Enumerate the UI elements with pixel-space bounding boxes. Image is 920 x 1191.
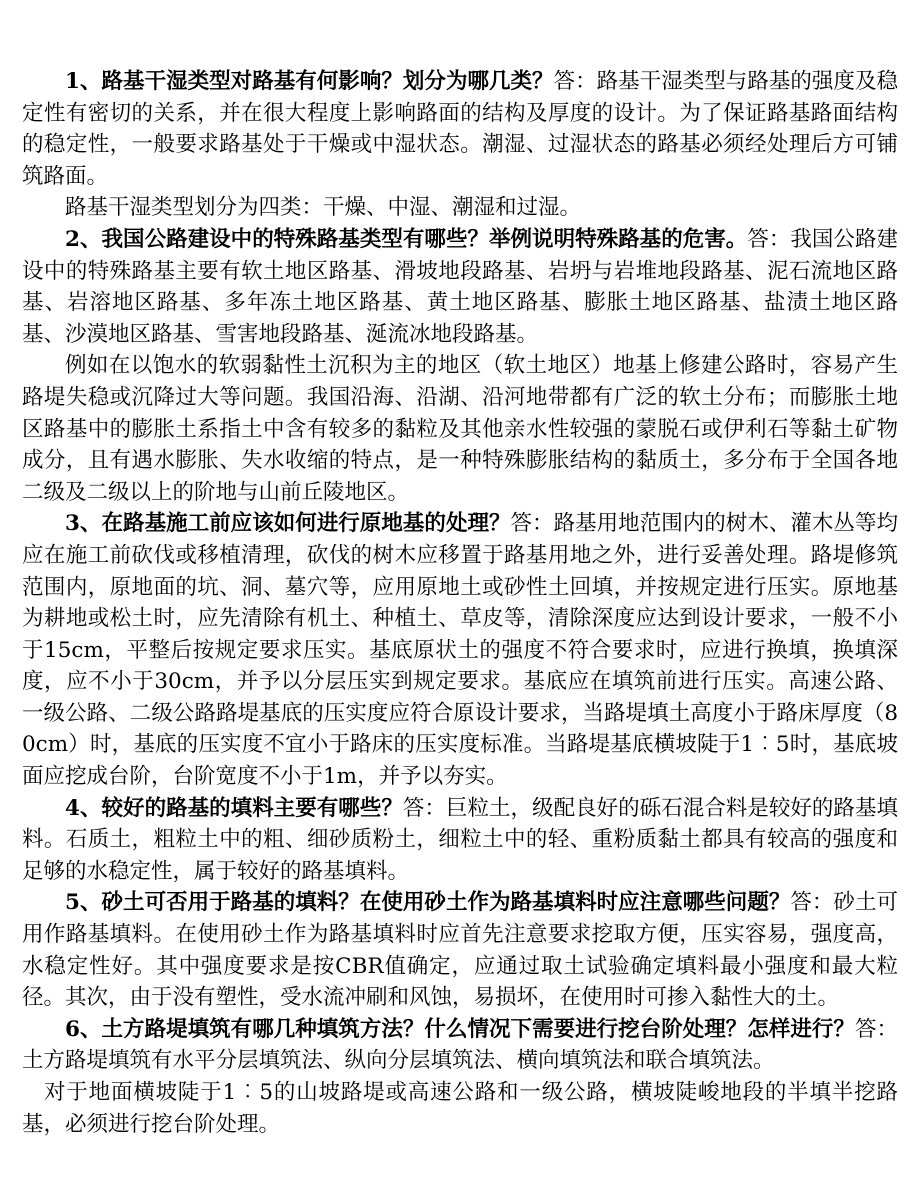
paragraph-q4: [22, 793, 898, 888]
answer-5: 答：砂土可用作路基填料。在使用砂土作为路基填料时应首先注意要求挖取方便，压实容易，强度高，水稳定性好。其中强度要求是按CBR值确定，应通过取土试验确定填料最小强度和最大粒径。其次，由于没有塑性，受水流冲刷和风蚀，易损坏，在使用时可掺入黏性大的土。: [22, 890, 898, 1011]
paragraph-q1: [22, 66, 898, 192]
question-5: 5、砂土可否用于路基的填料？在使用砂土作为路基填料时应注意哪些问题？: [65, 890, 791, 916]
answer-2-example: 例如在以饱水的软弱黏性土沉积为主的地区（软土地区）地基上修建公路时，容易产生路堤失稳或沉降过大等问题。我国沿海、沿湖、沿河地带都有广泛的软土分布；而膨胀土地区路基中的膨胀土系指土中含有较多的黏粒及其他亲水性较强的蒙脱石或伊利石等黏土矿物成分，且有遇水膨胀、失水收缩的特点，是一种特殊膨胀结构的黏质土，多分布于全国各地二级及二级以上的阶地与山前丘陵地区。: [22, 353, 898, 505]
question-6: 6、土方路堤填筑有哪几种填筑方法？什么情况下需要进行挖台阶处理？怎样进行？: [65, 1016, 855, 1042]
paragraph-q6: [22, 1014, 898, 1077]
question-4: 4、较好的路基的填料主要有哪些？: [65, 795, 403, 821]
paragraph-q2: [22, 224, 898, 350]
paragraph-q5: [22, 887, 898, 1013]
answer-6-steps: 对于地面横坡陡于1︰5的山坡路堤或高速公路和一级公路，横坡陡峻地段的半填半挖路基，必须进行挖台阶处理。: [22, 1080, 898, 1137]
answer-4: 答：巨粒土，级配良好的砾石混合料是较好的路基填料。石质土，粗粒土中的粗、细砂质粉土，细粒土中的轻、重粉质黏土都具有较高的强度和足够的水稳定性，属于较好的路基填料。: [22, 795, 898, 884]
paragraph-q6-steps: [22, 1077, 898, 1140]
paragraph-q2-example: [22, 350, 898, 508]
answer-3: 答：路基用地范围内的树木、灌木丛等均应在施工前砍伐或移植清理，砍伐的树木应移置于路基用地之外，进行妥善处理。路堤修筑范围内，原地面的坑、洞、墓穴等，应用原地土或砂性土回填，并按规定进行压实。原地基为耕地或松土时，应先清除有机土、种植土、草皮等，清除深度应达到设计要求，一般不小于15cm，平整后按规定要求压实。基底原状土的强度不符合要求时，应进行换填，换填深度，应不小于30cm，并予以分层压实到规定要求。基底应在填筑前进行压实。高速公路、一级公路、二级公路路堤基底的压实度应符合原设计要求，当路堤填土高度小于路床厚度（80cm）时，基底的压实度不宜小于路床的压实度标准。当路堤基底横坡陡于1︰5时，基底坡面应挖成台阶，台阶宽度不小于1m，并予以夯实。: [22, 511, 898, 790]
question-3: 3、在路基施工前应该如何进行原地基的处理？: [65, 511, 511, 537]
answer-6: 答：土方路堤填筑有水平分层填筑法、纵向分层填筑法、横向填筑法和联合填筑法。: [22, 1016, 898, 1074]
paragraph-q1-types: [22, 192, 898, 224]
answer-2: 答：我国公路建设中的特殊路基主要有软土地区路基、滑坡地段路基、岩坍与岩堆地段路基、泥石流地区路基、岩溶地区路基、多年冻土地区路基、黄土地区路基、膨胀土地区路基、盐渍土地区路基、沙漠地区路基、雪害地段路基、涎流冰地段路基。: [22, 226, 898, 347]
question-2: 2、我国公路建设中的特殊路基类型有哪些？举例说明特殊路基的危害。: [65, 226, 748, 252]
question-1: 1、路基干湿类型对路基有何影响？划分为哪几类？: [65, 69, 554, 94]
answer-1: 答：路基干湿类型与路基的强度及稳定性有密切的关系，并在很大程度上影响路面的结构及厚度的设计。为了保证路基路面结构的稳定性，一般要求路基处于干燥或中湿状态。潮湿、过湿状态的路基必须经处理后方可铺筑路面。: [22, 69, 898, 189]
paragraph-q3: [22, 508, 898, 792]
document-body: [22, 66, 898, 1140]
answer-1-types: 路基干湿类型划分为四类：干燥、中湿、潮湿和过湿。: [65, 195, 582, 221]
